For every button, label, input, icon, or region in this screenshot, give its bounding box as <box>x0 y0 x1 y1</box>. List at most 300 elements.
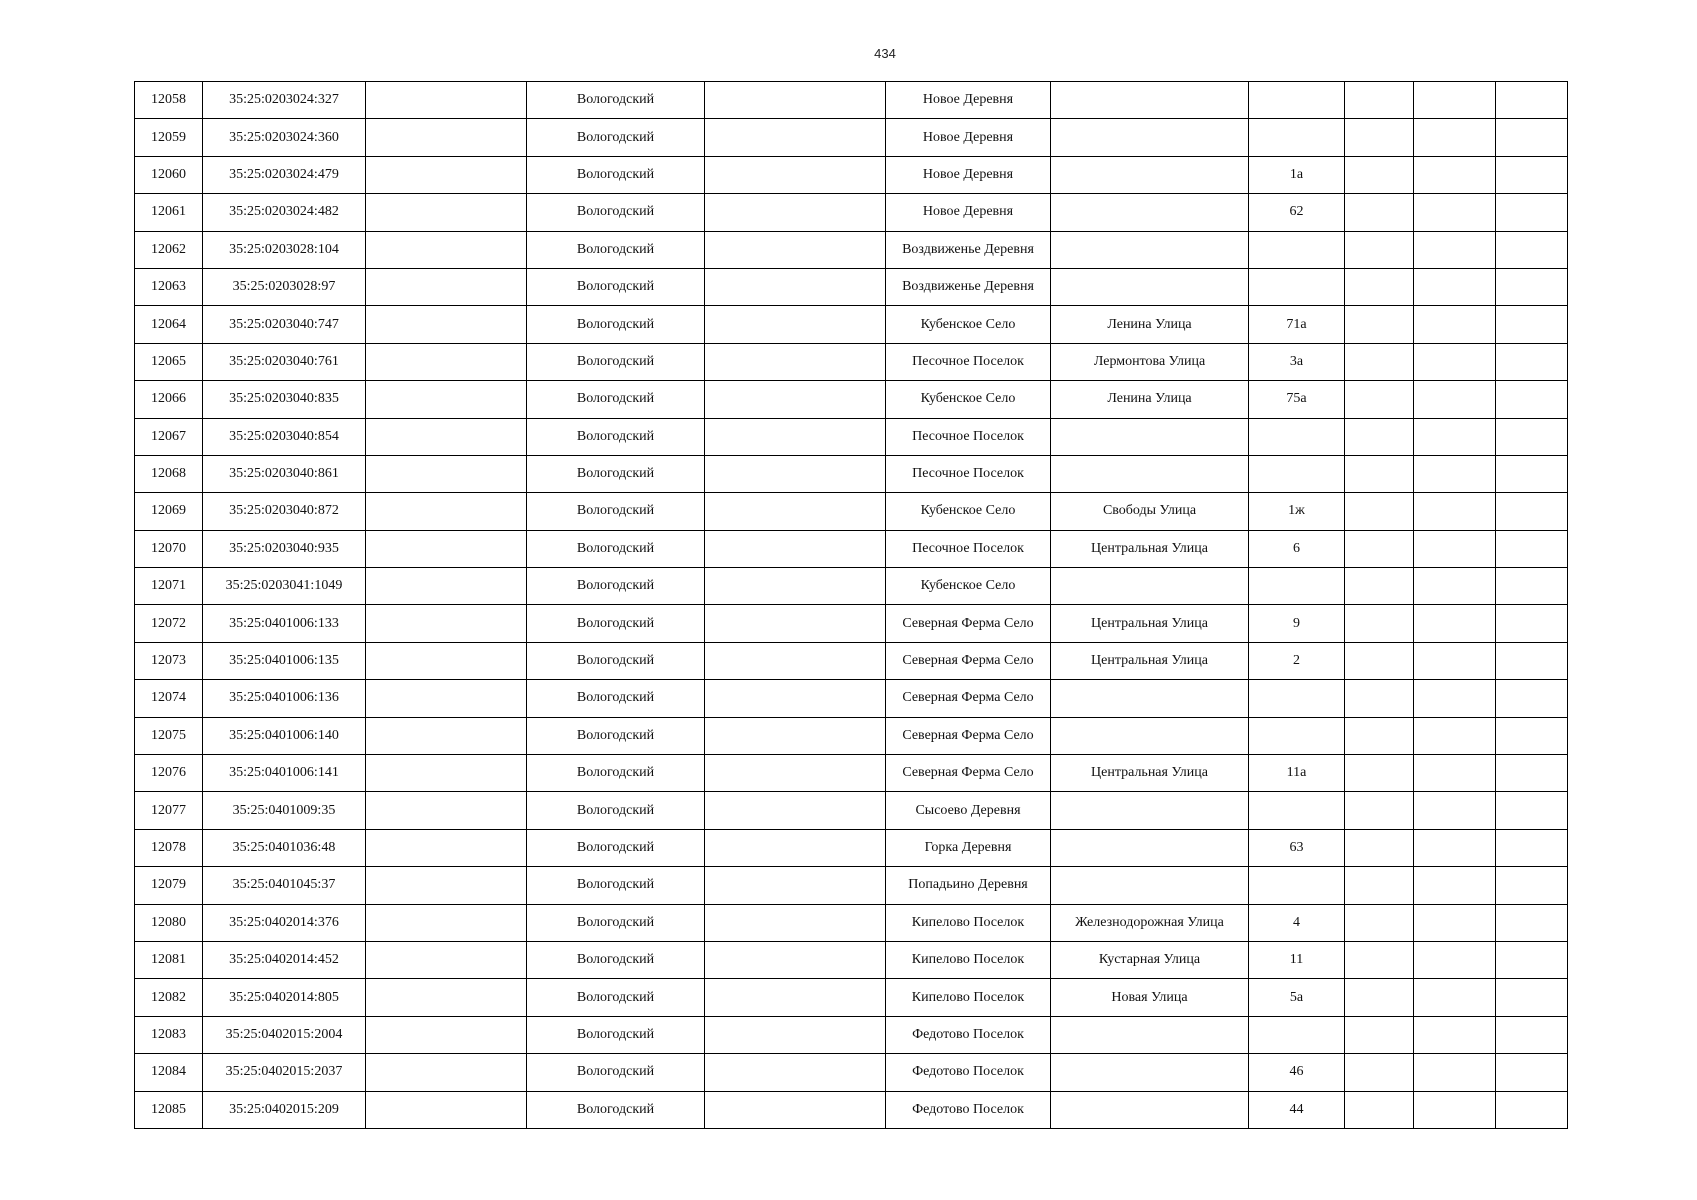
empty-cell <box>366 381 527 418</box>
empty-cell <box>1345 829 1414 866</box>
empty-cell <box>1414 381 1496 418</box>
district-cell: Вологодский <box>527 268 705 305</box>
table-row <box>135 642 1568 679</box>
empty-cell <box>366 343 527 380</box>
street-cell <box>1051 1016 1249 1053</box>
page-number: 434 <box>874 46 896 61</box>
empty-cell <box>366 231 527 268</box>
street-cell <box>1051 1054 1249 1091</box>
empty-cell <box>1496 904 1568 941</box>
empty-cell <box>1414 605 1496 642</box>
locality-cell: Кубенское Село <box>886 381 1051 418</box>
table-row <box>135 455 1568 492</box>
empty-cell <box>705 1016 886 1053</box>
empty-cell <box>1414 82 1496 119</box>
house-number-cell: 6 <box>1249 530 1345 567</box>
empty-cell <box>1496 792 1568 829</box>
registry-table-body <box>135 82 1568 1129</box>
empty-cell <box>705 306 886 343</box>
empty-cell <box>1414 568 1496 605</box>
district-cell: Вологодский <box>527 717 705 754</box>
empty-cell <box>1345 82 1414 119</box>
table-row <box>135 268 1568 305</box>
empty-cell <box>366 605 527 642</box>
locality-cell: Кипелово Поселок <box>886 941 1051 978</box>
empty-cell <box>1345 455 1414 492</box>
empty-cell <box>1345 1091 1414 1128</box>
empty-cell <box>705 941 886 978</box>
cadastral-number-cell: 35:25:0203024:327 <box>203 82 366 119</box>
empty-cell <box>705 979 886 1016</box>
district-cell: Вологодский <box>527 343 705 380</box>
house-number-cell <box>1249 1016 1345 1053</box>
cadastral-number-cell: 35:25:0402014:452 <box>203 941 366 978</box>
locality-cell: Песочное Поселок <box>886 343 1051 380</box>
locality-cell: Северная Ферма Село <box>886 642 1051 679</box>
street-cell: Лермонтова Улица <box>1051 343 1249 380</box>
empty-cell <box>705 829 886 866</box>
district-cell: Вологодский <box>527 455 705 492</box>
district-cell: Вологодский <box>527 904 705 941</box>
empty-cell <box>1496 755 1568 792</box>
empty-cell <box>366 455 527 492</box>
row-number-cell: 12080 <box>135 904 203 941</box>
empty-cell <box>1414 1016 1496 1053</box>
empty-cell <box>1496 455 1568 492</box>
cadastral-number-cell: 35:25:0401006:135 <box>203 642 366 679</box>
street-cell <box>1051 119 1249 156</box>
row-number-cell: 12085 <box>135 1091 203 1128</box>
empty-cell <box>1345 418 1414 455</box>
table-row <box>135 568 1568 605</box>
empty-cell <box>705 792 886 829</box>
cadastral-number-cell: 35:25:0203041:1049 <box>203 568 366 605</box>
row-number-cell: 12069 <box>135 493 203 530</box>
cadastral-number-cell: 35:25:0402015:2004 <box>203 1016 366 1053</box>
locality-cell: Кубенское Село <box>886 306 1051 343</box>
house-number-cell: 2 <box>1249 642 1345 679</box>
cadastral-number-cell: 35:25:0203024:482 <box>203 194 366 231</box>
district-cell: Вологодский <box>527 1054 705 1091</box>
house-number-cell <box>1249 119 1345 156</box>
cadastral-number-cell: 35:25:0203040:761 <box>203 343 366 380</box>
district-cell: Вологодский <box>527 194 705 231</box>
house-number-cell <box>1249 717 1345 754</box>
empty-cell <box>1496 680 1568 717</box>
table-row <box>135 755 1568 792</box>
empty-cell <box>366 1016 527 1053</box>
house-number-cell: 5а <box>1249 979 1345 1016</box>
cadastral-number-cell: 35:25:0401006:133 <box>203 605 366 642</box>
locality-cell: Попадьино Деревня <box>886 867 1051 904</box>
row-number-cell: 12074 <box>135 680 203 717</box>
table-row <box>135 493 1568 530</box>
house-number-cell: 11 <box>1249 941 1345 978</box>
house-number-cell: 63 <box>1249 829 1345 866</box>
row-number-cell: 12064 <box>135 306 203 343</box>
cadastral-number-cell: 35:25:0203040:835 <box>203 381 366 418</box>
empty-cell <box>366 792 527 829</box>
empty-cell <box>1414 867 1496 904</box>
table-row <box>135 530 1568 567</box>
empty-cell <box>1414 904 1496 941</box>
empty-cell <box>1414 680 1496 717</box>
cadastral-number-cell: 35:25:0203024:360 <box>203 119 366 156</box>
empty-cell <box>1345 119 1414 156</box>
empty-cell <box>1496 268 1568 305</box>
table-row <box>135 867 1568 904</box>
empty-cell <box>1345 904 1414 941</box>
street-cell <box>1051 717 1249 754</box>
empty-cell <box>1414 979 1496 1016</box>
empty-cell <box>1345 642 1414 679</box>
empty-cell <box>366 194 527 231</box>
locality-cell: Федотово Поселок <box>886 1016 1051 1053</box>
empty-cell <box>705 642 886 679</box>
empty-cell <box>1414 418 1496 455</box>
empty-cell <box>1345 381 1414 418</box>
street-cell: Новая Улица <box>1051 979 1249 1016</box>
district-cell: Вологодский <box>527 1016 705 1053</box>
street-cell: Железнодорожная Улица <box>1051 904 1249 941</box>
district-cell: Вологодский <box>527 605 705 642</box>
house-number-cell <box>1249 455 1345 492</box>
empty-cell <box>1345 979 1414 1016</box>
district-cell: Вологодский <box>527 119 705 156</box>
table-row <box>135 1016 1568 1053</box>
district-cell: Вологодский <box>527 642 705 679</box>
empty-cell <box>705 119 886 156</box>
district-cell: Вологодский <box>527 82 705 119</box>
house-number-cell <box>1249 82 1345 119</box>
empty-cell <box>1496 418 1568 455</box>
empty-cell <box>366 941 527 978</box>
locality-cell: Северная Ферма Село <box>886 680 1051 717</box>
empty-cell <box>366 418 527 455</box>
empty-cell <box>705 455 886 492</box>
street-cell <box>1051 867 1249 904</box>
cadastral-number-cell: 35:25:0203040:935 <box>203 530 366 567</box>
house-number-cell: 44 <box>1249 1091 1345 1128</box>
house-number-cell: 9 <box>1249 605 1345 642</box>
row-number-cell: 12070 <box>135 530 203 567</box>
empty-cell <box>1496 82 1568 119</box>
empty-cell <box>705 156 886 193</box>
empty-cell <box>1345 792 1414 829</box>
row-number-cell: 12058 <box>135 82 203 119</box>
locality-cell: Кипелово Поселок <box>886 979 1051 1016</box>
empty-cell <box>1414 792 1496 829</box>
house-number-cell <box>1249 680 1345 717</box>
empty-cell <box>1345 605 1414 642</box>
house-number-cell: 4 <box>1249 904 1345 941</box>
table-row <box>135 1054 1568 1091</box>
street-cell <box>1051 268 1249 305</box>
empty-cell <box>1414 194 1496 231</box>
table-row <box>135 792 1568 829</box>
empty-cell <box>1345 530 1414 567</box>
registry-table <box>134 81 1568 1129</box>
table-row <box>135 194 1568 231</box>
empty-cell <box>1345 1054 1414 1091</box>
empty-cell <box>1414 941 1496 978</box>
cadastral-number-cell: 35:25:0203040:872 <box>203 493 366 530</box>
table-row <box>135 418 1568 455</box>
empty-cell <box>1496 306 1568 343</box>
row-number-cell: 12078 <box>135 829 203 866</box>
street-cell <box>1051 194 1249 231</box>
district-cell: Вологодский <box>527 381 705 418</box>
empty-cell <box>1345 941 1414 978</box>
row-number-cell: 12062 <box>135 231 203 268</box>
street-cell: Центральная Улица <box>1051 755 1249 792</box>
house-number-cell <box>1249 231 1345 268</box>
street-cell <box>1051 418 1249 455</box>
table-row <box>135 904 1568 941</box>
empty-cell <box>366 306 527 343</box>
table-row <box>135 605 1568 642</box>
street-cell <box>1051 156 1249 193</box>
empty-cell <box>705 904 886 941</box>
street-cell <box>1051 82 1249 119</box>
house-number-cell <box>1249 268 1345 305</box>
locality-cell: Воздвиженье Деревня <box>886 268 1051 305</box>
empty-cell <box>1496 829 1568 866</box>
empty-cell <box>705 268 886 305</box>
house-number-cell: 62 <box>1249 194 1345 231</box>
empty-cell <box>1345 755 1414 792</box>
empty-cell <box>1345 680 1414 717</box>
district-cell: Вологодский <box>527 829 705 866</box>
empty-cell <box>705 717 886 754</box>
empty-cell <box>1414 156 1496 193</box>
district-cell: Вологодский <box>527 979 705 1016</box>
empty-cell <box>1496 867 1568 904</box>
empty-cell <box>366 1091 527 1128</box>
empty-cell <box>705 1054 886 1091</box>
locality-cell: Северная Ферма Село <box>886 755 1051 792</box>
row-number-cell: 12084 <box>135 1054 203 1091</box>
empty-cell <box>1496 381 1568 418</box>
cadastral-number-cell: 35:25:0203028:97 <box>203 268 366 305</box>
empty-cell <box>1496 1054 1568 1091</box>
row-number-cell: 12082 <box>135 979 203 1016</box>
empty-cell <box>366 642 527 679</box>
cadastral-number-cell: 35:25:0401036:48 <box>203 829 366 866</box>
street-cell <box>1051 231 1249 268</box>
empty-cell <box>1496 493 1568 530</box>
street-cell <box>1051 568 1249 605</box>
street-cell: Центральная Улица <box>1051 605 1249 642</box>
empty-cell <box>705 680 886 717</box>
street-cell: Ленина Улица <box>1051 306 1249 343</box>
table-row <box>135 119 1568 156</box>
empty-cell <box>1414 455 1496 492</box>
table-row <box>135 979 1568 1016</box>
empty-cell <box>366 979 527 1016</box>
row-number-cell: 12073 <box>135 642 203 679</box>
cadastral-number-cell: 35:25:0402015:209 <box>203 1091 366 1128</box>
empty-cell <box>705 1091 886 1128</box>
district-cell: Вологодский <box>527 530 705 567</box>
row-number-cell: 12060 <box>135 156 203 193</box>
cadastral-number-cell: 35:25:0402015:2037 <box>203 1054 366 1091</box>
table-row <box>135 680 1568 717</box>
district-cell: Вологодский <box>527 792 705 829</box>
locality-cell: Федотово Поселок <box>886 1091 1051 1128</box>
row-number-cell: 12075 <box>135 717 203 754</box>
table-row <box>135 941 1568 978</box>
row-number-cell: 12081 <box>135 941 203 978</box>
row-number-cell: 12072 <box>135 605 203 642</box>
empty-cell <box>1496 156 1568 193</box>
district-cell: Вологодский <box>527 755 705 792</box>
house-number-cell <box>1249 568 1345 605</box>
empty-cell <box>1496 717 1568 754</box>
cadastral-number-cell: 35:25:0203024:479 <box>203 156 366 193</box>
empty-cell <box>1414 717 1496 754</box>
cadastral-number-cell: 35:25:0402014:376 <box>203 904 366 941</box>
empty-cell <box>705 530 886 567</box>
empty-cell <box>366 717 527 754</box>
locality-cell: Сысоево Деревня <box>886 792 1051 829</box>
row-number-cell: 12065 <box>135 343 203 380</box>
locality-cell: Песочное Поселок <box>886 455 1051 492</box>
cadastral-number-cell: 35:25:0203040:854 <box>203 418 366 455</box>
empty-cell <box>1414 755 1496 792</box>
empty-cell <box>1414 829 1496 866</box>
street-cell: Центральная Улица <box>1051 642 1249 679</box>
table-row <box>135 381 1568 418</box>
empty-cell <box>1345 268 1414 305</box>
cadastral-number-cell: 35:25:0401006:136 <box>203 680 366 717</box>
empty-cell <box>1414 1054 1496 1091</box>
house-number-cell: 75а <box>1249 381 1345 418</box>
locality-cell: Новое Деревня <box>886 82 1051 119</box>
house-number-cell: 46 <box>1249 1054 1345 1091</box>
empty-cell <box>1496 605 1568 642</box>
cadastral-number-cell: 35:25:0401009:35 <box>203 792 366 829</box>
cadastral-number-cell: 35:25:0401006:141 <box>203 755 366 792</box>
cadastral-number-cell: 35:25:0203040:861 <box>203 455 366 492</box>
empty-cell <box>366 268 527 305</box>
empty-cell <box>1496 941 1568 978</box>
district-cell: Вологодский <box>527 680 705 717</box>
row-number-cell: 12059 <box>135 119 203 156</box>
district-cell: Вологодский <box>527 418 705 455</box>
table-row <box>135 156 1568 193</box>
house-number-cell: 11а <box>1249 755 1345 792</box>
cadastral-number-cell: 35:25:0402014:805 <box>203 979 366 1016</box>
street-cell: Ленина Улица <box>1051 381 1249 418</box>
empty-cell <box>366 530 527 567</box>
street-cell: Свободы Улица <box>1051 493 1249 530</box>
empty-cell <box>1345 194 1414 231</box>
cadastral-number-cell: 35:25:0401045:37 <box>203 867 366 904</box>
empty-cell <box>1345 1016 1414 1053</box>
house-number-cell: 1а <box>1249 156 1345 193</box>
empty-cell <box>1414 231 1496 268</box>
table-row <box>135 1091 1568 1128</box>
table-row <box>135 717 1568 754</box>
table-row <box>135 82 1568 119</box>
empty-cell <box>1496 568 1568 605</box>
empty-cell <box>705 343 886 380</box>
street-cell <box>1051 829 1249 866</box>
empty-cell <box>366 156 527 193</box>
row-number-cell: 12063 <box>135 268 203 305</box>
locality-cell: Новое Деревня <box>886 194 1051 231</box>
empty-cell <box>366 904 527 941</box>
empty-cell <box>1414 343 1496 380</box>
locality-cell: Кипелово Поселок <box>886 904 1051 941</box>
empty-cell <box>366 755 527 792</box>
district-cell: Вологодский <box>527 1091 705 1128</box>
locality-cell: Новое Деревня <box>886 156 1051 193</box>
locality-cell: Северная Ферма Село <box>886 605 1051 642</box>
street-cell <box>1051 680 1249 717</box>
house-number-cell: 71а <box>1249 306 1345 343</box>
row-number-cell: 12076 <box>135 755 203 792</box>
row-number-cell: 12083 <box>135 1016 203 1053</box>
locality-cell: Горка Деревня <box>886 829 1051 866</box>
district-cell: Вологодский <box>527 941 705 978</box>
street-cell <box>1051 1091 1249 1128</box>
empty-cell <box>366 119 527 156</box>
street-cell <box>1051 455 1249 492</box>
locality-cell: Новое Деревня <box>886 119 1051 156</box>
street-cell: Центральная Улица <box>1051 530 1249 567</box>
empty-cell <box>1345 568 1414 605</box>
empty-cell <box>1414 1091 1496 1128</box>
empty-cell <box>366 829 527 866</box>
row-number-cell: 12071 <box>135 568 203 605</box>
empty-cell <box>1496 979 1568 1016</box>
row-number-cell: 12068 <box>135 455 203 492</box>
locality-cell: Кубенское Село <box>886 568 1051 605</box>
empty-cell <box>705 605 886 642</box>
empty-cell <box>1496 343 1568 380</box>
empty-cell <box>1414 642 1496 679</box>
district-cell: Вологодский <box>527 156 705 193</box>
empty-cell <box>705 867 886 904</box>
empty-cell <box>1414 306 1496 343</box>
table-row <box>135 829 1568 866</box>
empty-cell <box>1345 231 1414 268</box>
empty-cell <box>705 418 886 455</box>
empty-cell <box>1496 231 1568 268</box>
locality-cell: Песочное Поселок <box>886 418 1051 455</box>
locality-cell: Северная Ферма Село <box>886 717 1051 754</box>
empty-cell <box>705 568 886 605</box>
house-number-cell: 1ж <box>1249 493 1345 530</box>
table-row <box>135 306 1568 343</box>
row-number-cell: 12079 <box>135 867 203 904</box>
district-cell: Вологодский <box>527 867 705 904</box>
empty-cell <box>705 82 886 119</box>
empty-cell <box>366 82 527 119</box>
empty-cell <box>1414 119 1496 156</box>
empty-cell <box>705 493 886 530</box>
empty-cell <box>366 680 527 717</box>
cadastral-number-cell: 35:25:0401006:140 <box>203 717 366 754</box>
empty-cell <box>1496 1091 1568 1128</box>
row-number-cell: 12061 <box>135 194 203 231</box>
empty-cell <box>705 381 886 418</box>
table-row <box>135 231 1568 268</box>
empty-cell <box>1496 1016 1568 1053</box>
cadastral-number-cell: 35:25:0203028:104 <box>203 231 366 268</box>
